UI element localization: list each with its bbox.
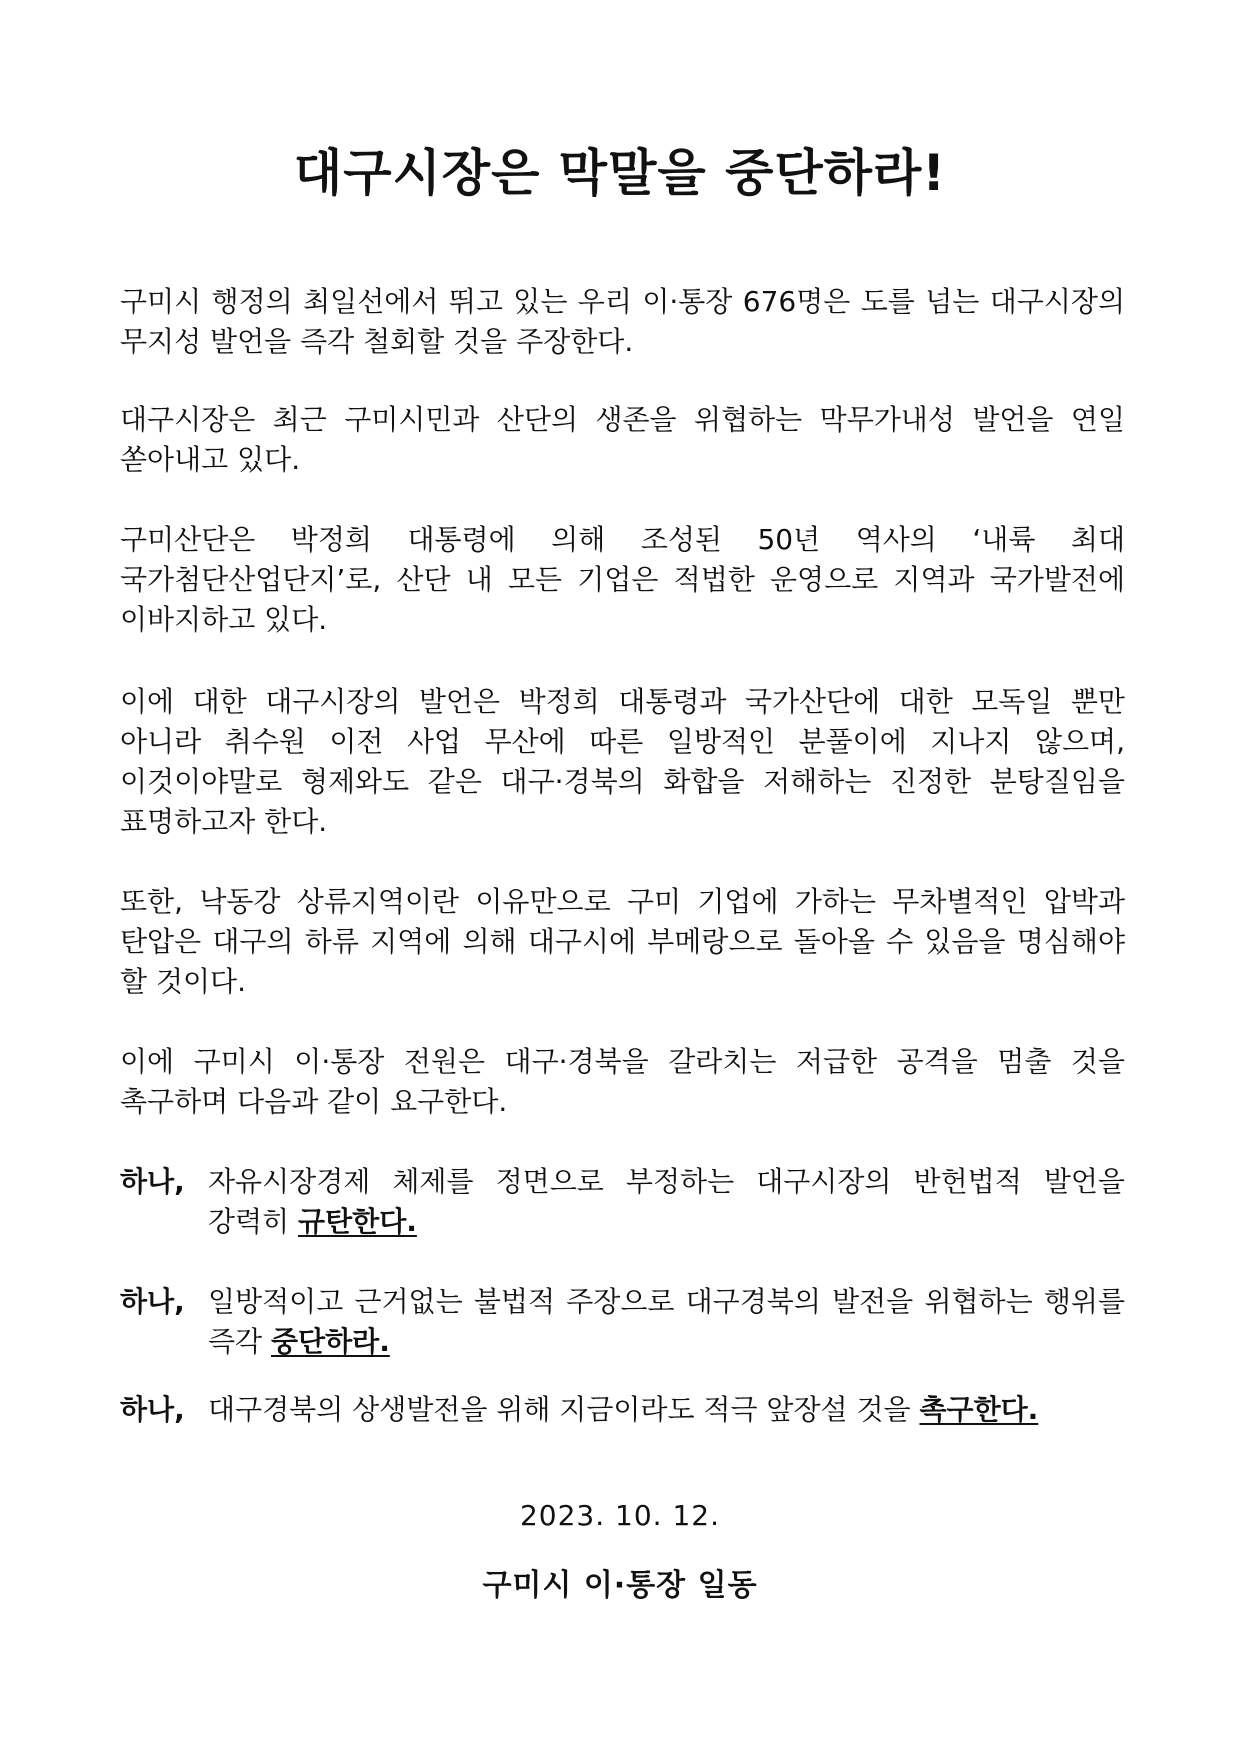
paragraph: 이에 구미시 이·통장 전원은 대구·경북을 갈라치는 저급한 공격을 멈출 것을 촉구하며 다음과 같이 요구한다. <box>120 1045 1125 1118</box>
document-date: 2023. 10. 12. <box>519 1499 721 1532</box>
paragraph: 이에 대한 대구시장의 발언은 박정희 대통령과 국가산단에 대한 모독일 뿐만 아니라 취수원 이전 사업 무산에 따른 일방적인 분풀이에 지나지 않으며, 이것이야말로 형제와도 같은 대구·경북의 화합을 저해하는 진정한 분탕질임을 표명하고자 한다. <box>120 685 1125 838</box>
demand-item <box>120 1282 1125 1362</box>
demand-item <box>120 1390 1125 1430</box>
paragraph: 대구시장은 최근 구미시민과 산단의 생존을 위협하는 막무가내성 발언을 연일 쏟아내고 있다. <box>120 403 1125 476</box>
paragraph: 구미시 행정의 최일선에서 뛰고 있는 우리 이·통장 676명은 도를 넘는 대구시장의 무지성 발언을 즉각 철회할 것을 주장한다. <box>120 285 1125 358</box>
demand-text: 대구경북의 상생발전을 위해 지금이라도 적극 앞장설 것을 <box>208 1393 920 1426</box>
paragraph: 또한, 낙동강 상류지역이란 이유만으로 구미 기업에 가하는 무차별적인 압박과 탄압은 대구의 하류 지역에 의해 대구시에 부메랑으로 돌아올 수 있음을 명심해야 할 것이다. <box>120 885 1125 998</box>
demand-body <box>208 1162 1125 1242</box>
demand-text: 일방적이고 근거없는 불법적 주장으로 대구경북의 발전을 위협하는 행위를 즉각 <box>208 1285 1125 1358</box>
demand-emphasis: 촉구한다. <box>919 1393 1039 1426</box>
paragraph: 구미산단은 박정희 대통령에 의해 조성된 50년 역사의 ‘내륙 최대 국가첨단산업단지’로, 산단 내 모든 기업은 적법한 운영으로 지역과 국가발전에 이바지하고 있다. <box>120 523 1125 636</box>
demand-emphasis: 규탄한다. <box>298 1205 417 1238</box>
demand-head: 하나, <box>120 1165 185 1198</box>
document-signer: 구미시 이·통장 일동 <box>482 1568 758 1603</box>
demand-body <box>208 1390 1125 1430</box>
demand-head: 하나, <box>120 1393 185 1426</box>
demand-emphasis: 중단하라. <box>271 1325 390 1358</box>
demand-text: 자유시장경제 체제를 정면으로 부정하는 대구시장의 반헌법적 발언을 강력히 <box>208 1165 1125 1238</box>
document-title: 대구시장은 막말을 중단하라! <box>293 144 947 202</box>
demand-body <box>208 1282 1125 1362</box>
demand-item <box>120 1162 1125 1242</box>
demand-head: 하나, <box>120 1285 185 1318</box>
